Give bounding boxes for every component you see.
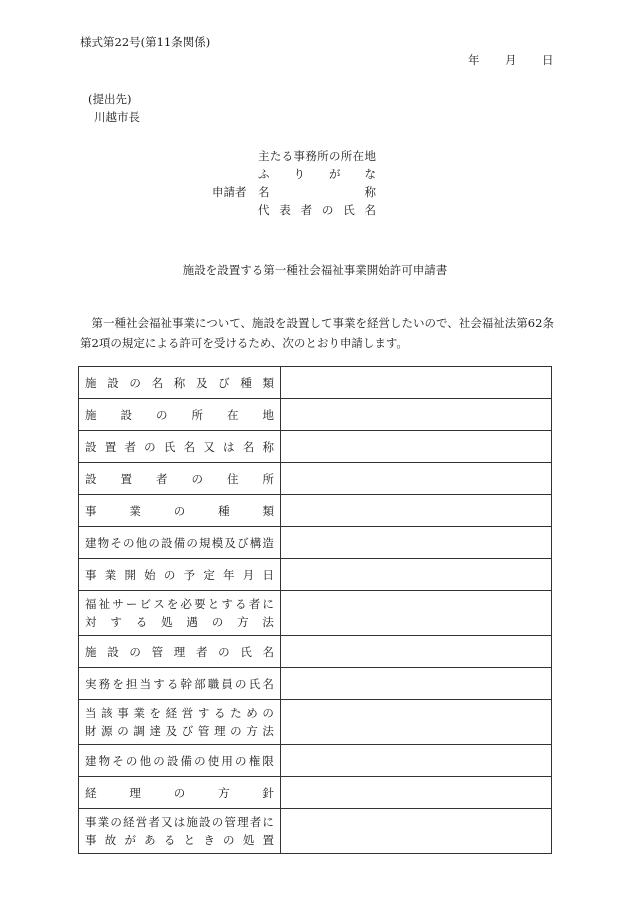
row-value-field[interactable] bbox=[281, 431, 552, 463]
row-label-line: 経 理 の 方 針 bbox=[85, 785, 274, 800]
row-value-field[interactable] bbox=[281, 636, 552, 668]
table-row bbox=[79, 668, 552, 700]
row-label bbox=[79, 463, 281, 495]
row-value-field[interactable] bbox=[281, 745, 552, 777]
row-label bbox=[79, 668, 281, 700]
row-label bbox=[79, 399, 281, 431]
row-label bbox=[79, 559, 281, 591]
row-label-line: 設 置 者 の 住 所 bbox=[85, 471, 274, 486]
row-label-line: 実 務 を 担 当 す る 幹 部 職 員 の 氏 名 bbox=[85, 676, 274, 691]
row-label-line: 当 該 事 業 を 経 営 す る た め の bbox=[85, 706, 274, 720]
body-text: 第一種社会福祉事業について、施設を設置して事業を経営したいので、社会福祉法第62条第2項の規定による許可を受けるため、次のとおり申請します。 bbox=[80, 316, 554, 350]
row-label bbox=[79, 700, 281, 745]
form-number: 様式第22号(第11条関係) bbox=[80, 35, 211, 49]
row-value-field[interactable] bbox=[281, 700, 552, 745]
row-label-line: 建 物 そ の 他 の 設 備 の 規 模 及 び 構 造 bbox=[85, 535, 274, 550]
row-label bbox=[79, 431, 281, 463]
table-row bbox=[79, 367, 552, 399]
table-row bbox=[79, 463, 552, 495]
row-label-line: 事 故 が あ る と き の 処 置 bbox=[85, 833, 274, 847]
applicant-line: 名 称 bbox=[258, 185, 376, 199]
row-value-field[interactable] bbox=[281, 463, 552, 495]
row-label-line: 事 業 開 始 の 予 定 年 月 日 bbox=[85, 567, 274, 582]
table-row bbox=[79, 431, 552, 463]
addressee-name: 川越市長 bbox=[94, 110, 140, 124]
table-row bbox=[79, 700, 552, 745]
row-label-line: 建 物 そ の 他 の 設 備 の 使 用 の 権 限 bbox=[85, 753, 274, 768]
applicant-tag: 申請者 bbox=[212, 185, 247, 199]
row-label-line: 施 設 の 所 在 地 bbox=[85, 407, 274, 422]
table-row bbox=[79, 745, 552, 777]
row-value-field[interactable] bbox=[281, 527, 552, 559]
table-row bbox=[79, 495, 552, 527]
row-label-line: 財 源 の 調 達 及 び 管 理 の 方 法 bbox=[85, 724, 274, 738]
application-table bbox=[78, 366, 552, 854]
row-value-field[interactable] bbox=[281, 668, 552, 700]
document-title: 施設を設置する第一種社会福祉事業開始許可申請書 bbox=[182, 263, 448, 277]
row-label bbox=[79, 367, 281, 399]
table-row bbox=[79, 636, 552, 668]
applicant-line: 代 表 者 の 氏 名 bbox=[258, 203, 376, 217]
row-value-field[interactable] bbox=[281, 495, 552, 527]
row-value-field[interactable] bbox=[281, 399, 552, 431]
row-value-field[interactable] bbox=[281, 777, 552, 809]
row-value-field[interactable] bbox=[281, 367, 552, 399]
table-row bbox=[79, 809, 552, 854]
date-day: 日 bbox=[542, 53, 554, 67]
addressee-label: (提出先) bbox=[88, 92, 132, 106]
row-label-line: 福 祉 サ ー ビ ス を 必 要 と す る 者 に bbox=[85, 597, 274, 611]
row-label-line: 施 設 の 管 理 者 の 氏 名 bbox=[85, 644, 274, 659]
table-row bbox=[79, 527, 552, 559]
row-value-field[interactable] bbox=[281, 559, 552, 591]
row-label-line: 事 業 の 種 類 bbox=[85, 503, 274, 518]
row-label bbox=[79, 777, 281, 809]
applicant-line: ふ り が な bbox=[258, 167, 376, 181]
row-label bbox=[79, 495, 281, 527]
applicant-line: 主 た る 事 務 所 の 所 在 地 bbox=[258, 149, 376, 163]
table-row bbox=[79, 591, 552, 636]
date-year: 年 bbox=[468, 53, 480, 67]
row-label-line: 施 設 の 名 称 及 び 種 類 bbox=[85, 375, 274, 390]
row-label-line: 事 業 の 経 営 者 又 は 施 設 の 管 理 者 に bbox=[85, 815, 274, 829]
row-value-field[interactable] bbox=[281, 591, 552, 636]
row-label bbox=[79, 591, 281, 636]
date-month: 月 bbox=[505, 53, 517, 67]
row-label-line: 設 置 者 の 氏 名 又 は 名 称 bbox=[85, 439, 274, 454]
table-row bbox=[79, 559, 552, 591]
row-value-field[interactable] bbox=[281, 809, 552, 854]
table-row bbox=[79, 777, 552, 809]
row-label bbox=[79, 809, 281, 854]
row-label-line: 対 す る 処 遇 の 方 法 bbox=[85, 615, 274, 629]
body-paragraph bbox=[80, 313, 554, 353]
table-row bbox=[79, 399, 552, 431]
row-label bbox=[79, 745, 281, 777]
row-label bbox=[79, 636, 281, 668]
row-label bbox=[79, 527, 281, 559]
